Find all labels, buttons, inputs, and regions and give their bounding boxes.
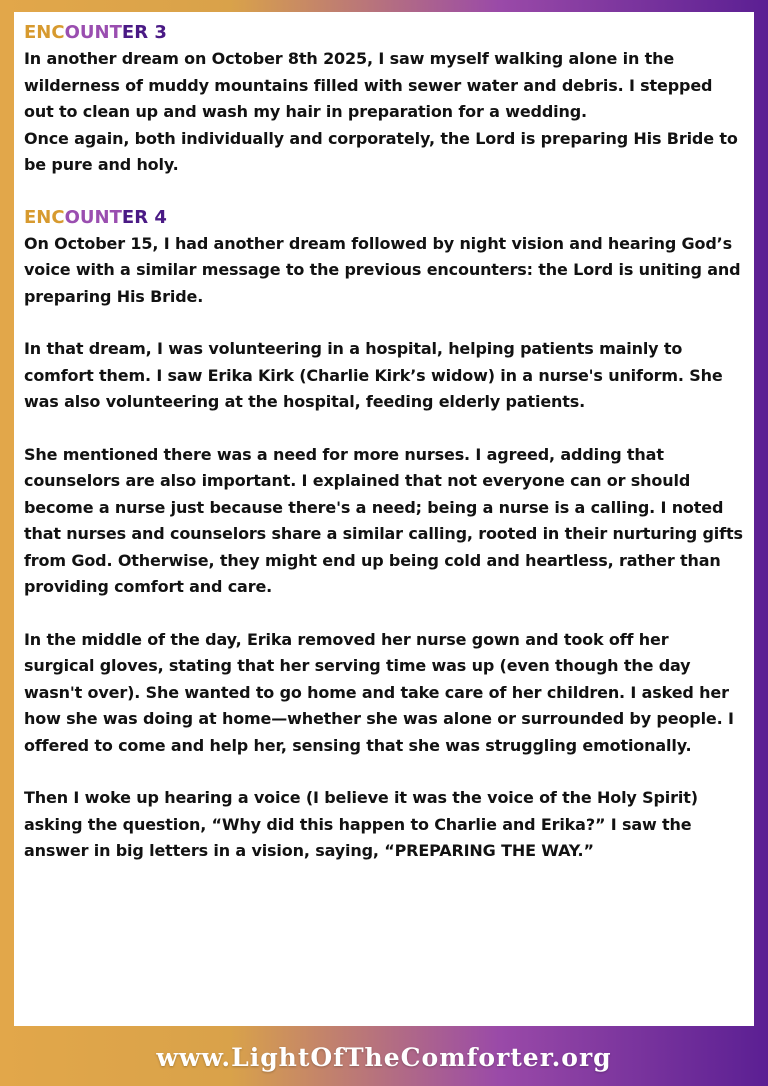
spacer	[24, 179, 744, 205]
footer	[0, 1028, 768, 1086]
encounter-4-paragraph-3: She mentioned there was a need for more nurses. I agreed, adding that counselors are also important. I explained that not everyone can or should become a nurse just because there's a need; being a nurse is a calling. I noted that nurses and counselors share a similar calling, rooted in their nurturing gifts from God. Otherwise, they might end up being cold and heartless, rather than providing comfort and care.	[24, 444, 743, 596]
encounter-4-paragraph-5: Then I woke up hearing a voice (I believe it was the voice of the Holy Spirit) asking the question, “Why did this happen to Charlie and Erika?” I saw the answer in big letters in a vision, saying, “PREPARING THE WAY.”	[24, 788, 698, 860]
content-card	[14, 12, 754, 1026]
encounter-4-paragraph-1: On October 15, I had another dream followed by night vision and hearing God’s voice with a similar message to the previous encounters: the Lord is uniting and preparing His Bride.	[24, 233, 741, 306]
encounter-4-heading: ENCOUNTER 4	[24, 206, 167, 228]
spacer	[24, 601, 744, 627]
encounter-3-heading: ENCOUNTER 3	[24, 22, 167, 43]
spacer	[24, 310, 744, 336]
spacer	[24, 759, 744, 785]
encounter-4-paragraph-4: In the middle of the day, Erika removed her nurse gown and took off her surgical gloves, stating that her serving time was up (even though the day wasn't over). She wanted to go home and take care of her children. I asked her how she was doing at home—whether she was alone or surrounded by people. I offered to come and help her, sensing that she was struggling emotionally.	[24, 629, 734, 755]
encounter-3-paragraph-2: Once again, both individually and corporately, the Lord is preparing His Bride to be pure and holy.	[24, 128, 738, 174]
encounter-3-paragraph-1: In another dream on October 8th 2025, I saw myself walking alone in the wilderness of muddy mountains filled with sewer water and debris. I stepped out to clean up and wash my hair in preparation for a wedding.	[24, 49, 713, 121]
website-link[interactable]: www.LightOfTheComforter.org	[156, 1042, 612, 1072]
encounter-4-paragraph-2: In that dream, I was volunteering in a hospital, helping patients mainly to comfort them. I saw Erika Kirk (Charlie Kirk’s widow) in a nurse's uniform. She was also volunteering at the hospital, feeding elderly patients.	[24, 339, 723, 411]
spacer	[24, 416, 744, 442]
